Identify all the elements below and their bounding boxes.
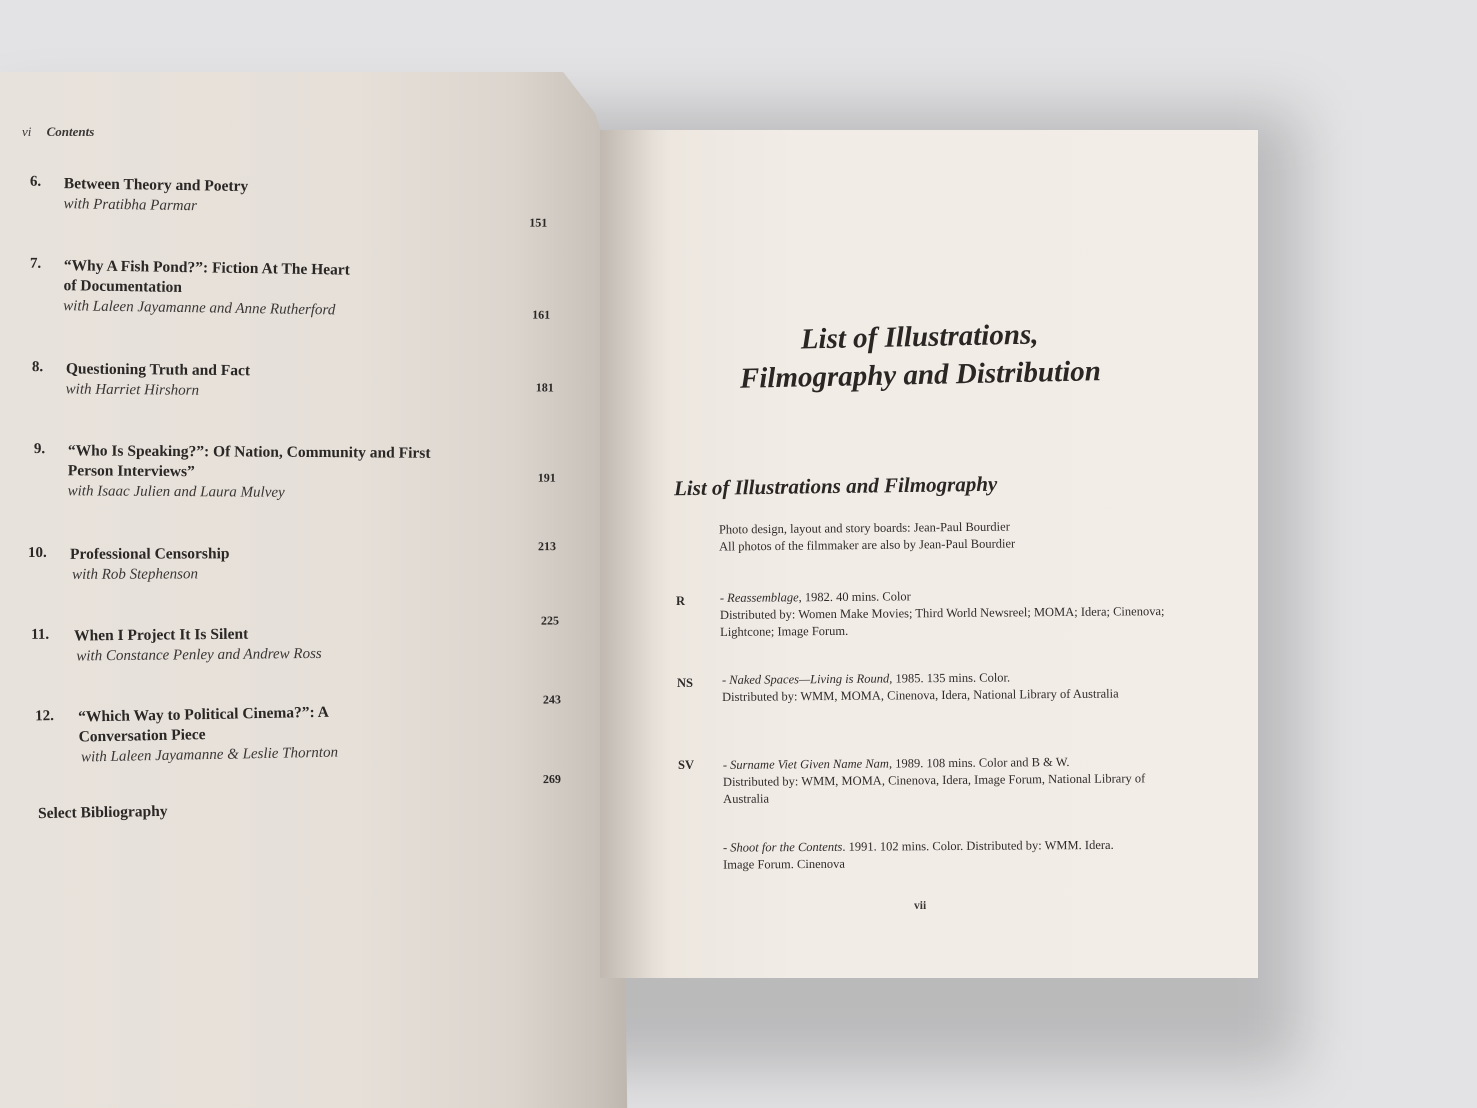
photo-credit-line: Photo design, layout and story boards: Jean-Paul Bourdier bbox=[718, 519, 1010, 537]
toc-entry-number: 12. bbox=[35, 708, 55, 725]
right-page-gutter-shade bbox=[600, 130, 670, 978]
toc-entry-title: When I Project It Is Silent bbox=[74, 625, 249, 645]
toc-entry-page: 151 bbox=[529, 215, 548, 230]
film-code: SV bbox=[678, 758, 694, 772]
film-entry bbox=[723, 753, 1173, 808]
toc-entry-number: 8. bbox=[31, 359, 44, 376]
film-entry bbox=[720, 586, 1170, 641]
film-entry bbox=[723, 836, 1183, 873]
toc-entry-number: 10. bbox=[28, 544, 47, 561]
toc-entry-number: 6. bbox=[29, 173, 42, 190]
toc-entry-title: Between Theory and Poetry bbox=[63, 175, 249, 196]
page-title bbox=[689, 313, 1150, 399]
toc-entry-contributors: with Laleen Jayamanne & Leslie Thornton bbox=[80, 744, 339, 766]
right-folio: vii bbox=[914, 900, 927, 912]
toc-entry-page: 213 bbox=[537, 539, 557, 554]
toc-entry-contributors: with Isaac Julien and Laura Mulvey bbox=[67, 483, 285, 501]
toc-entry-contributors: with Constance Penley and Andrew Ross bbox=[76, 645, 322, 665]
toc-entry-number: 9. bbox=[33, 441, 46, 458]
page-title-line1: List of Illustrations, bbox=[800, 318, 1039, 356]
toc-entry-page: 181 bbox=[535, 380, 554, 395]
toc-entry-page: 161 bbox=[532, 307, 551, 322]
bibliography-page: 269 bbox=[542, 771, 562, 787]
toc-entry-title: “Which Way to Political Cinema?”: A Conversation Piece bbox=[78, 703, 329, 746]
film-distribution: Distributed by: WMM, MOMA, Cinenova, Idera, National Library of Australia bbox=[722, 686, 1119, 704]
toc-entry-contributors: with Pratibha Parmar bbox=[63, 196, 198, 215]
film-title: - Surname Viet Given Name Nam bbox=[722, 756, 889, 772]
film-details: , 1985. 135 mins. Color. bbox=[889, 670, 1011, 686]
running-head-title: Contents bbox=[46, 124, 95, 139]
film-code: NS bbox=[677, 676, 693, 690]
photo-credit-line: All photos of the filmmaker are also by Jean-Paul Bourdier bbox=[719, 536, 1016, 554]
film-distribution: Image Forum. Cinenova bbox=[723, 856, 845, 872]
page-title-line2: Filmography and Distribution bbox=[739, 355, 1102, 395]
section-title: List of Illustrations and Filmography bbox=[673, 471, 998, 501]
film-details: . 1991. 102 mins. Color. Distributed by: WMM. Idera. bbox=[842, 837, 1114, 854]
film-code: R bbox=[676, 594, 686, 608]
toc-entry-contributors: with Laleen Jayamanne and Anne Rutherford bbox=[63, 298, 336, 319]
photo-credits bbox=[719, 518, 1015, 555]
toc-entry-number: 7. bbox=[29, 255, 42, 272]
film-title: - Naked Spaces—Living is Round bbox=[721, 671, 890, 687]
bibliography-entry: Select Bibliography bbox=[37, 802, 168, 823]
toc-entry-title: Professional Censorship bbox=[70, 545, 230, 563]
toc-entry-title: Questioning Truth and Fact bbox=[65, 360, 251, 380]
film-details: , 1982. 40 mins. Color bbox=[798, 589, 911, 605]
toc-entry-title: “Why A Fish Pond?”: Fiction At The Heart of Documentation bbox=[63, 257, 351, 296]
toc-entry-contributors: with Rob Stephenson bbox=[72, 566, 198, 583]
left-folio: vi bbox=[22, 124, 32, 139]
left-running-head bbox=[22, 124, 94, 140]
film-distribution: Distributed by: WMM, MOMA, Cinenova, Idera, Image Forum, National Library of Australia bbox=[722, 771, 1146, 806]
film-title: - Reassemblage bbox=[719, 590, 799, 605]
toc-entry-contributors: with Harriet Hirshorn bbox=[65, 381, 200, 399]
toc-entry-page: 243 bbox=[542, 692, 562, 707]
film-details: , 1989. 108 mins. Color and B & W. bbox=[888, 754, 1070, 771]
film-entry bbox=[722, 668, 1172, 706]
toc-entry-page: 225 bbox=[540, 613, 560, 628]
toc-entry-title: “Who Is Speaking?”: Of Nation, Community and First Person Interviews” bbox=[67, 442, 431, 481]
film-distribution: Distributed by: Women Make Movies; Third World Newsreel; MOMA; Idera; Cinenova; Lightcone; Image Forum. bbox=[719, 604, 1165, 639]
film-title: - Shoot for the Contents bbox=[722, 839, 843, 855]
toc-entry-number: 11. bbox=[31, 626, 50, 643]
toc-entry-page: 191 bbox=[537, 470, 556, 485]
